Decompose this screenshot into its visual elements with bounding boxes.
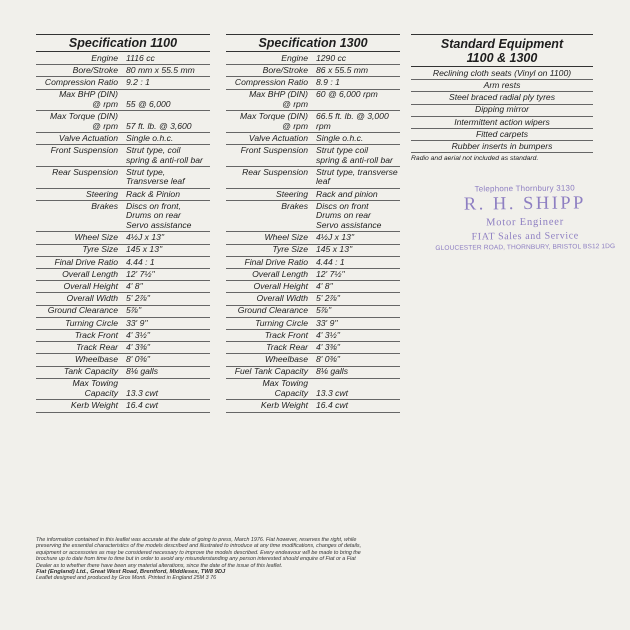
spec-row (36, 293, 210, 305)
spec-value: 33' 9'' (126, 317, 148, 328)
spec-label: Ground Clearance (47, 305, 118, 316)
spec-value: 9.2 : 1 (126, 77, 150, 88)
spec-row (226, 293, 400, 305)
spec-row (36, 367, 210, 379)
spec-value: 4' 8'' (126, 280, 143, 291)
spec-value: 5' 2⅞'' (126, 293, 151, 304)
spec-row (226, 342, 400, 354)
spec-label: Wheel Size (264, 232, 308, 243)
spec-value: 5' 2⅞'' (316, 293, 341, 304)
equipment-item: Dipping mirror (411, 105, 593, 117)
spec-row (36, 400, 210, 412)
spec-row (226, 77, 400, 89)
spec-row (36, 167, 210, 189)
standard-equipment-title (411, 34, 593, 67)
spec-label: Max BHP (DIN) @ rpm (249, 89, 308, 109)
stamp-phone: Telephone Thornbury 3130 (474, 183, 575, 194)
spec-value: 4' 8'' (316, 280, 333, 291)
spec-value: 16.4 cwt (316, 400, 349, 411)
spec-label: Track Rear (266, 341, 308, 352)
spec-label: Kerb Weight (260, 400, 308, 411)
spec-label: Rear Suspension (52, 166, 118, 177)
spec-value: 86 x 55.5 mm (316, 64, 369, 75)
spec-value: 80 mm x 55.5 mm (126, 64, 195, 75)
spec-label: Turning Circle (255, 317, 308, 328)
spec-row (226, 189, 400, 201)
spec-label: Track Front (264, 329, 308, 340)
disclaimer-text: The information contained in this leaflet was accurate at the date of going to press, March 1976. Fiat however, reserves the right, while preserving the essential characteristics of the models described and illustrated to introduce at any time modifications, changes of details, equipment or accessories as may be considered necessary to improve the models described. Every endeavour will be made to bring the brochure up to date from time to time but in order to avoid any misunderstanding any person interested should enquire of Fiat or a Fiat Dealer as to whether there have been any material alterations, since the date of the issue of this leaflet. (36, 537, 362, 569)
spec-row (36, 90, 210, 112)
spec-value: 13.3 cwt (126, 388, 159, 399)
spec-value: 1290 cc (316, 52, 347, 63)
equipment-item: Arm rests (411, 80, 593, 92)
spec-value: 8' 0⅜'' (316, 354, 341, 365)
spec-label: Wheelbase (75, 354, 118, 365)
spec-row (36, 306, 210, 318)
spec-label: Compression Ratio (234, 77, 308, 88)
spec-label: Overall Length (252, 268, 308, 279)
spec-value: Rack & Pinion (126, 188, 180, 199)
spec-label: Final Drive Ratio (244, 256, 308, 267)
spec-label: Steering (275, 188, 308, 199)
spec-row (226, 65, 400, 77)
spec-value: 5⅞'' (126, 305, 142, 316)
spec-value: 4½J x 13'' (316, 232, 355, 243)
spec-row (36, 354, 210, 366)
standard-equipment-table (411, 34, 593, 162)
spec-label: Bore/Stroke (72, 64, 118, 75)
spec-label: Rear Suspension (242, 166, 308, 177)
spec-row (36, 133, 210, 145)
spec-row (226, 111, 400, 133)
spec-row (226, 306, 400, 318)
spec-value: 8⅛ galls (126, 366, 159, 377)
spec-label: Wheel Size (74, 232, 118, 243)
spec-label: Brakes (281, 200, 308, 211)
spec-label: Engine (281, 52, 308, 63)
spec-row (36, 281, 210, 293)
spec-label: Max BHP (DIN) @ rpm (59, 89, 118, 109)
equipment-item: Steel braced radial ply tyres (411, 92, 593, 104)
spec-label: Max Torque (DIN) @ rpm (50, 111, 118, 131)
spec-label: Front Suspension (240, 145, 308, 156)
spec-label: Fuel Tank Capacity (234, 366, 308, 377)
spec-value: 57 ft. lb. @ 3,600 (126, 120, 192, 131)
spec-label: Steering (85, 188, 118, 199)
equipment-item: Fitted carpets (411, 129, 593, 141)
spec-row (226, 232, 400, 244)
spec-1300-table (226, 34, 400, 413)
spec-value: 4.44 : 1 (316, 256, 345, 267)
equipment-note: Radio and aerial not included as standard. (411, 155, 539, 163)
spec-value: Rack and pinion (316, 188, 378, 199)
spec-label: Overall Length (62, 268, 118, 279)
standard-equipment-title-line1: Standard Equipment (440, 37, 564, 51)
spec-row (36, 379, 210, 401)
spec-row (226, 367, 400, 379)
spec-label: Max Towing Capacity (72, 378, 118, 399)
spec-value: 16.4 cwt (126, 400, 159, 411)
spec-row (226, 354, 400, 366)
spec-row (36, 245, 210, 257)
spec-label: Track Front (74, 329, 118, 340)
footer (36, 537, 366, 582)
spec-row (36, 189, 210, 201)
spec-1100-title: Specification 1100 (36, 34, 210, 52)
spec-row (36, 111, 210, 133)
spec-label: Overall Width (66, 293, 118, 304)
spec-value: 4' 3½'' (126, 329, 151, 340)
equipment-item: Intermittent action wipers (411, 117, 593, 129)
spec-label: Tyre Size (82, 244, 118, 255)
spec-label: Valve Actuation (248, 132, 308, 143)
spec-value: Strut type, Transverse leaf (126, 166, 185, 187)
spec-row (36, 145, 210, 167)
spec-row (226, 201, 400, 232)
spec-row (36, 269, 210, 281)
spec-value: 12' 7½'' (126, 268, 155, 279)
spec-1300-rows (226, 53, 400, 413)
spec-row (226, 281, 400, 293)
spec-row (226, 90, 400, 112)
dealer-stamp (420, 183, 630, 252)
spec-value: 8' 0⅜'' (126, 354, 151, 365)
spec-value: 12' 7½'' (316, 268, 345, 279)
stamp-address: GLOUCESTER ROAD, THORNBURY, BRISTOL BS12 1DG (435, 243, 616, 252)
spec-row (226, 330, 400, 342)
spec-label: Max Towing Capacity (262, 378, 308, 399)
spec-value: 5⅞'' (316, 305, 332, 316)
spec-row (36, 53, 210, 65)
spec-value: 4.44 : 1 (126, 256, 155, 267)
spec-label: Front Suspension (50, 145, 118, 156)
spec-value: 145 x 13'' (316, 244, 353, 255)
spec-value: 8.9 : 1 (316, 77, 340, 88)
spec-label: Bore/Stroke (262, 64, 308, 75)
standard-equipment-title-line2: 1100 & 1300 (466, 51, 538, 65)
spec-1100-rows (36, 53, 210, 413)
spec-row (226, 133, 400, 145)
spec-label: Final Drive Ratio (54, 256, 118, 267)
spec-row (226, 257, 400, 269)
spec-value: 4' 3⅜'' (316, 341, 341, 352)
spec-value: Strut type, transverse leaf (316, 166, 398, 187)
spec-label: Overall Height (253, 280, 308, 291)
stamp-title: Motor Engineer (485, 216, 565, 229)
spec-label: Tyre Size (272, 244, 308, 255)
spec-row (36, 65, 210, 77)
spec-label: Track Rear (76, 341, 118, 352)
spec-label: Overall Height (63, 280, 118, 291)
equipment-item: Reclining cloth seats (Vinyl on 1100) (411, 68, 593, 80)
spec-value: Single o.h.c. (126, 132, 174, 143)
spec-row (36, 77, 210, 89)
spec-value: 1116 cc (126, 52, 155, 63)
print-credit: Leaflet designed and produced by Gros Monti. Printed in England 25M 3 76 (36, 575, 217, 582)
spec-row (36, 201, 210, 232)
spec-row (226, 53, 400, 65)
spec-value: Discs on front Drums on rear Servo assistance (316, 200, 382, 231)
spec-label: Brakes (91, 200, 118, 211)
spec-row (226, 145, 400, 167)
spec-value: 145 x 13'' (126, 244, 163, 255)
spec-row (226, 379, 400, 401)
spec-label: Compression Ratio (44, 77, 118, 88)
stamp-dealer: FIAT Sales and Service (471, 230, 579, 243)
standard-equipment-list (411, 68, 593, 153)
spec-label: Kerb Weight (70, 400, 118, 411)
spec-row (36, 342, 210, 354)
spec-label: Turning Circle (65, 317, 118, 328)
stamp-name: R. H. SHIPP (463, 193, 587, 215)
spec-row (36, 330, 210, 342)
spec-value: 60 @ 6,000 rpm (316, 89, 378, 100)
spec-row (226, 269, 400, 281)
spec-value: Discs on front, Drums on rear Servo assistance (126, 200, 192, 231)
publisher-address: Fiat (England) Ltd., Great West Road, Brentford, Middlesex, TW8 9DJ (36, 569, 226, 576)
spec-value: 33' 9'' (316, 317, 338, 328)
spec-label: Wheelbase (265, 354, 308, 365)
spec-row (226, 400, 400, 412)
spec-1300-title: Specification 1300 (226, 34, 400, 52)
spec-value: 13.3 cwt (316, 388, 349, 399)
spec-row (36, 232, 210, 244)
spec-label: Valve Actuation (58, 132, 118, 143)
spec-label: Tank Capacity (63, 366, 118, 377)
spec-value: 66.5 ft. lb. @ 3,000 rpm (316, 111, 389, 131)
spec-1100-table (36, 34, 210, 413)
spec-label: Ground Clearance (237, 305, 308, 316)
spec-row (226, 318, 400, 330)
spec-value: Strut type, coil spring & anti-roll bar (126, 145, 203, 165)
spec-label: Max Torque (DIN) @ rpm (240, 111, 308, 131)
spec-row (226, 167, 400, 189)
spec-value: 8⅛ galls (316, 366, 349, 377)
equipment-item: Rubber inserts in bumpers (411, 141, 593, 153)
spec-value: Strut type coil spring & anti-roll bar (316, 145, 393, 165)
spec-row (36, 257, 210, 269)
spec-label: Engine (91, 52, 118, 63)
spec-row (36, 318, 210, 330)
spec-value: 4½J x 13'' (126, 232, 165, 243)
spec-row (226, 245, 400, 257)
spec-label: Overall Width (256, 293, 308, 304)
spec-value: 4' 3⅜'' (126, 341, 151, 352)
spec-value: Single o.h.c. (316, 132, 364, 143)
spec-value: 4' 3½'' (316, 329, 341, 340)
spec-value: 55 @ 6,000 (126, 98, 171, 109)
